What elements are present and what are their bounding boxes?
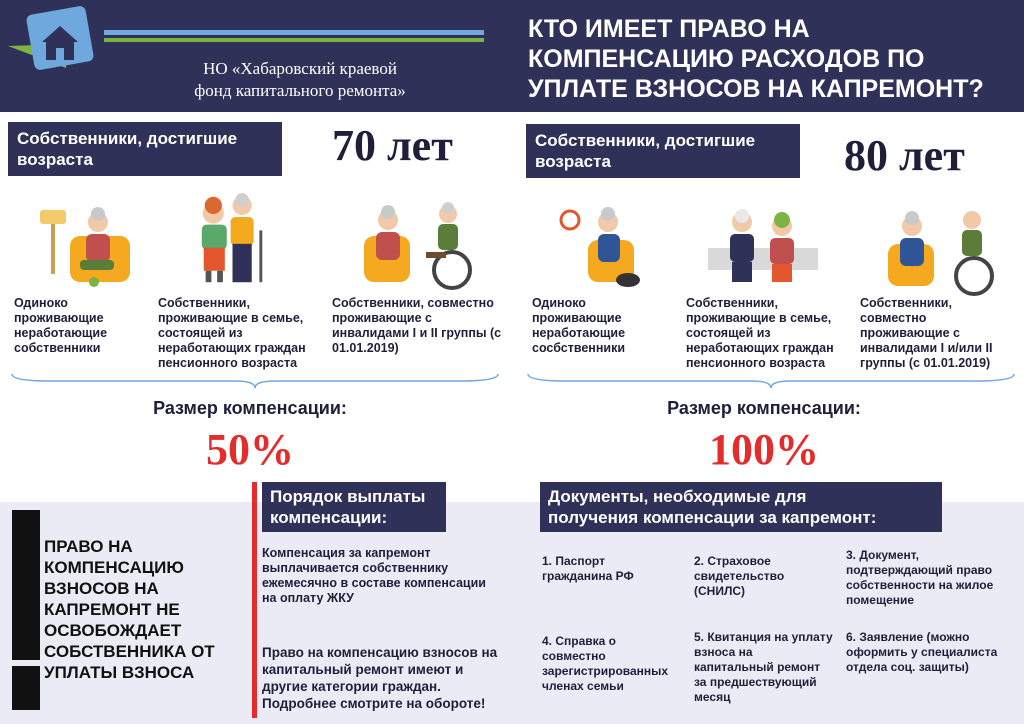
right-brace — [526, 372, 1016, 390]
left-owners-label: Собственники, достигшие возраста — [8, 122, 282, 176]
document-item: 2. Страховое свидетельство (СНИЛС) — [694, 554, 785, 598]
document-item: 6. Заявление (можно оформить у специалиста отдела соц. защиты) — [846, 630, 998, 674]
left-compensation-label: Размер компенсации: — [153, 398, 347, 418]
page-title: КТО ИМЕЕТ ПРАВО НА КОМПЕНСАЦИЮ РАСХОДОВ ПО УПЛАТЕ ВЗНОСОВ НА КАПРЕМОНТ? — [528, 15, 984, 103]
elderly-couple-icon — [180, 192, 310, 288]
elderly-woman-armchair-cat-icon — [548, 200, 678, 296]
left-age: 70 лет — [332, 121, 453, 170]
right-owners-label: Собственники, достигшие возраста — [526, 124, 800, 178]
exclamation-dot-icon — [12, 666, 40, 710]
house-logo-icon — [8, 6, 98, 76]
right-category-family: Собственники, проживающие в семье, состоящей из неработающих граждан пенсионного возраста — [686, 296, 834, 370]
documents-title: Документы, необходимые для получения компенсации за капремонт: — [540, 482, 942, 532]
left-brace — [10, 372, 500, 390]
payment-paragraph-1: Компенсация за капремонт выплачивается собственнику ежемесячно в составе компенсации на оплату ЖКУ — [262, 546, 486, 605]
right-category-disabled: Собственники, совместно проживающие с инвалидами I и/или II группы (с 01.01.2019) — [860, 296, 993, 370]
payment-paragraph-2: Право на компенсацию взносов на капитальный ремонт имеют и другие категории граждан. Подробнее смотрите на обороте! — [262, 645, 498, 711]
document-item: 4. Справка о совместно зарегистрированных членах семьи — [542, 634, 669, 693]
elderly-woman-armchair-icon — [20, 196, 150, 292]
left-compensation-value: 50% — [206, 425, 294, 474]
woman-with-wheelchair-user-2-icon — [884, 204, 1014, 300]
left-category-disabled: Собственники, совместно проживающие с инвалидами I и II группы (с 01.01.2019) — [332, 296, 502, 355]
elderly-couple-bench-icon — [706, 208, 836, 304]
left-category-single: Одиноко проживающие неработающие собственники — [14, 296, 108, 355]
organization-name: НО «Хабаровский краевой фонд капитального ремонта» — [194, 59, 406, 100]
left-category-family: Собственники, проживающие в семье, состоящей из неработающих граждан пенсионного возраста — [158, 296, 306, 370]
warning-text: ПРАВО НА КОМПЕНСАЦИЮ ВЗНОСОВ НА КАПРЕМОНТ НЕ ОСВОБОЖДАЕТ СОБСТВЕННИКА ОТ УПЛАТЫ ВЗНОСА — [44, 537, 215, 682]
right-compensation-label: Размер компенсации: — [667, 398, 861, 418]
document-item: 1. Паспорт гражданина РФ — [542, 554, 634, 583]
right-age: 80 лет — [844, 131, 965, 180]
document-item: 5. Квитанция на уплату взноса на капитальный ремонт за предшествующий месяц — [694, 630, 833, 704]
woman-with-wheelchair-user-icon — [360, 196, 490, 292]
exclamation-mark-icon — [12, 510, 40, 660]
header-stripe-blue — [104, 30, 484, 35]
header-stripe-green — [104, 38, 484, 42]
right-category-single: Одиноко проживающие неработающие сосбственники — [532, 296, 626, 355]
document-item: 3. Документ, подтверждающий право собственности на жилое помещение — [846, 548, 994, 607]
payment-title: Порядок выплаты компенсации: — [262, 482, 446, 532]
right-compensation-value: 100% — [709, 425, 819, 474]
divider-red — [252, 482, 257, 718]
